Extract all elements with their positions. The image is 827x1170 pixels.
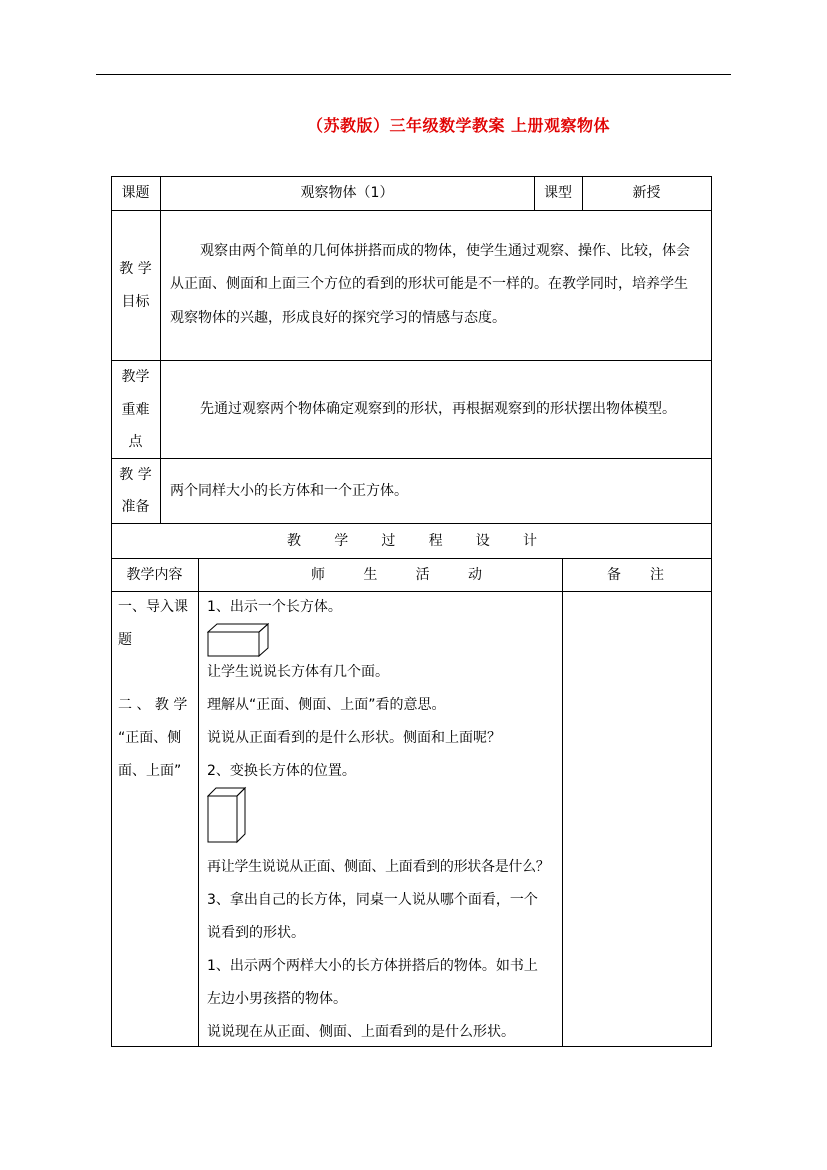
table-rule xyxy=(198,558,199,1046)
keypoints-text: 先通过观察两个物体确定观察到的形状，再根据观察到的形状摆出物体模型。 xyxy=(200,401,676,417)
activity-line: 2、变换长方体的位置。 xyxy=(207,763,356,779)
process-heading-char: 设 xyxy=(475,533,490,549)
table-rule xyxy=(160,176,161,523)
activity-line: 说看到的形状。 xyxy=(207,925,305,941)
goals-text-line: 观察物体的兴趣，形成良好的探究学习的情感与态度。 xyxy=(170,310,506,326)
activity-line: 再让学生说说从正面、侧面、上面看到的形状各是什么？ xyxy=(207,859,550,875)
process-heading-char: 程 xyxy=(428,533,443,549)
horizontal-cuboid-icon xyxy=(207,622,269,658)
process-heading-char: 教 xyxy=(287,533,301,549)
document-title: （苏教版）三年级数学教案 上册观察物体 xyxy=(306,116,611,135)
activity-line: 说说从正面看到的是什么形状。侧面和上面呢？ xyxy=(207,730,501,746)
goals-label-line1: 教 学 xyxy=(119,261,152,277)
table-rule xyxy=(111,558,712,559)
activity-line: 1、出示一个长方体。 xyxy=(207,599,342,615)
column-header-char: 动 xyxy=(467,567,482,583)
table-rule xyxy=(111,458,712,459)
topic-value: 观察物体（1） xyxy=(300,185,394,201)
keypoints-label-line1: 教学 xyxy=(121,369,150,385)
goals-text-line: 观察由两个简单的几何体拼搭而成的物体，使学生通过观察、操作、比较，体会 xyxy=(200,243,690,259)
column-header-char: 生 xyxy=(363,567,378,583)
process-heading-char: 过 xyxy=(381,533,396,549)
prep-text: 两个同样大小的长方体和一个正方体。 xyxy=(170,483,408,499)
activity-line: 理解从“正面、侧面、上面”看的意思。 xyxy=(207,697,446,713)
table-rule xyxy=(111,1046,712,1047)
table-rule xyxy=(111,176,712,177)
activity-line: 说说现在从正面、侧面、上面看到的是什么形状。 xyxy=(207,1024,515,1040)
column-header-char: 备 xyxy=(607,567,621,583)
content-item2-line2: “正面、侧 xyxy=(118,730,182,746)
goals-label-line2: 目标 xyxy=(121,294,150,310)
column-header-notes xyxy=(607,568,664,582)
table-rule xyxy=(111,523,712,524)
table-rule xyxy=(111,360,712,361)
process-heading xyxy=(287,534,537,548)
activity-line: 1、出示两个两样大小的长方体拼搭后的物体。如书上 xyxy=(207,958,538,974)
prep-label-line1: 教 学 xyxy=(119,467,152,483)
topic-label: 课题 xyxy=(121,185,150,201)
table-rule xyxy=(711,176,712,1046)
type-label: 课型 xyxy=(544,185,572,201)
process-heading-char: 计 xyxy=(522,533,537,549)
column-header-char: 活 xyxy=(415,567,430,583)
activity-line: 让学生说说长方体有几个面。 xyxy=(207,664,389,680)
content-item2-line3: 面、上面” xyxy=(118,763,182,779)
activity-line: 3、拿出自己的长方体，同桌一人说从哪个面看，一个 xyxy=(207,892,538,908)
column-header-activity xyxy=(311,568,482,582)
keypoints-label-line2: 重难 xyxy=(121,402,150,418)
column-header-char: 注 xyxy=(650,567,664,583)
keypoints-label-line3: 点 xyxy=(128,434,143,450)
type-value: 新授 xyxy=(632,185,661,201)
activity-line: 左边小男孩搭的物体。 xyxy=(207,991,347,1007)
table-rule xyxy=(111,210,712,211)
column-header-content: 教学内容 xyxy=(126,567,183,583)
content-item1-line2: 题 xyxy=(118,632,132,648)
content-item2-line1: 二 、 教 学 xyxy=(118,697,188,713)
prep-label-line2: 准备 xyxy=(121,499,150,515)
vertical-cuboid-icon xyxy=(207,786,247,844)
header-rule xyxy=(96,74,731,75)
goals-text-line: 从正面、侧面和上面三个方位的看到的形状可能是不一样的。在教学同时，培养学生 xyxy=(170,276,688,292)
process-heading-char: 学 xyxy=(334,533,349,549)
notes-cell xyxy=(563,592,711,1046)
column-header-char: 师 xyxy=(311,567,325,583)
content-item1-line1: 一、导入课 xyxy=(118,599,188,615)
